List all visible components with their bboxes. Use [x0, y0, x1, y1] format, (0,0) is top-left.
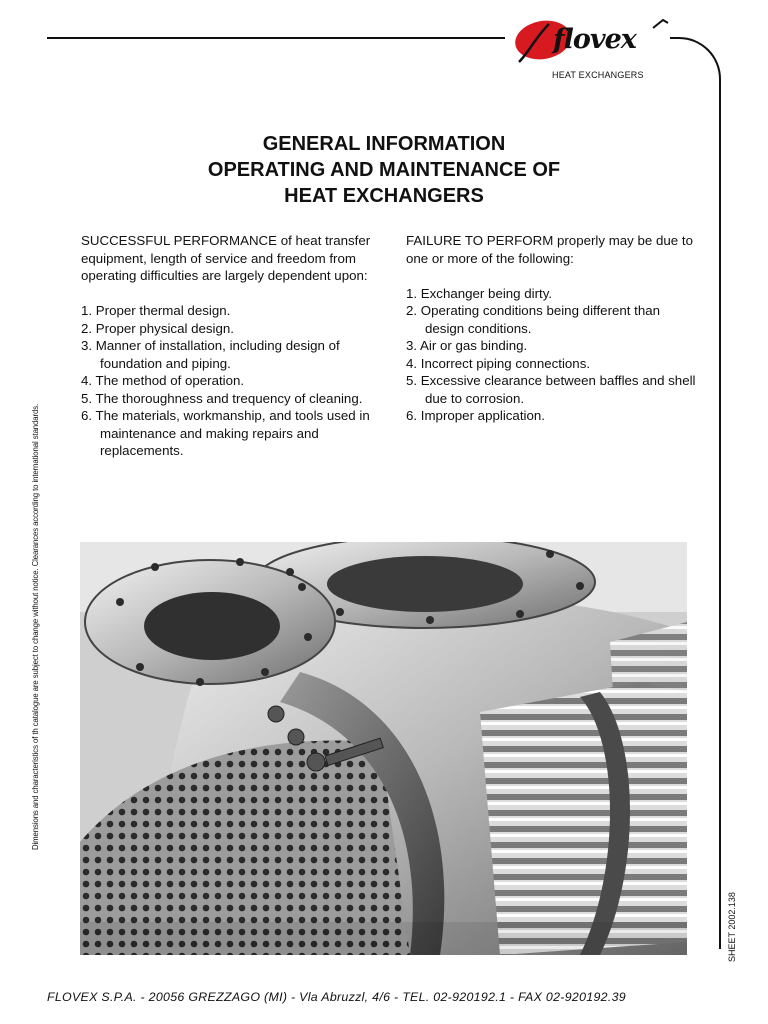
side-disclaimer: Dimensions and characteristics of th catalogue are subject to change without notice. Clearances according to international standards.: [31, 403, 40, 850]
list-item: 5. The thoroughness and trequency of cleaning.: [81, 390, 363, 406]
header-subtitle: HEAT EXCHANGERS: [552, 70, 644, 80]
success-column: [81, 232, 381, 460]
list-item: 6. The materials, workmanship, and tools used in maintenance and making repairs and replacements.: [81, 408, 370, 458]
list-item: 4. Incorrect piping connections.: [406, 355, 591, 371]
list-item: 3. Manner of installation, including design of foundation and piping.: [81, 338, 340, 371]
title-line-1: GENERAL INFORMATION: [262, 133, 506, 155]
title-line-3: HEAT EXCHANGERS: [284, 185, 484, 207]
sheet-number: SHEET 2002.138: [727, 892, 737, 962]
list-item: 2. Operating conditions being different than design conditions.: [406, 303, 661, 336]
list-item: 1. Proper thermal design.: [81, 303, 231, 318]
heat-exchanger-cutaway-image: [80, 542, 687, 955]
heat-exchanger-illustration: [80, 542, 687, 955]
page-title: [80, 131, 688, 209]
logo-text: flovex: [553, 24, 636, 55]
list-item: 3. Air or gas binding.: [406, 338, 528, 353]
list-item: 4. The method of operation.: [81, 373, 245, 388]
company-footer: FLOVEX S.P.A. - 20056 GREZZAGO (MI) - Vla Abruzzl, 4/6 - TEL. 02-920192.1 - FAX 02-920192.39: [47, 990, 626, 1004]
success-factors-list: [81, 302, 381, 460]
flovex-logo: [505, 14, 670, 66]
failure-intro: FAILURE TO PERFORM properly may be due to one or more of the following:: [406, 233, 693, 266]
list-item: 5. Excessive clearance between baffles and shell due to corrosion.: [406, 373, 696, 406]
list-item: 2. Proper physical design.: [81, 320, 234, 336]
list-item: 6. Improper application.: [406, 408, 545, 423]
success-intro: SUCCESSFUL PERFORMANCE of heat transfer equipment, length of service and freedom from operating difficulties are largely dependent upon:: [81, 233, 371, 283]
list-item: 1. Exchanger being dirty.: [406, 285, 553, 301]
failure-causes-list: [406, 285, 696, 425]
failure-column: [406, 232, 696, 425]
title-line-2: OPERATING AND MAINTENANCE OF: [207, 159, 561, 181]
